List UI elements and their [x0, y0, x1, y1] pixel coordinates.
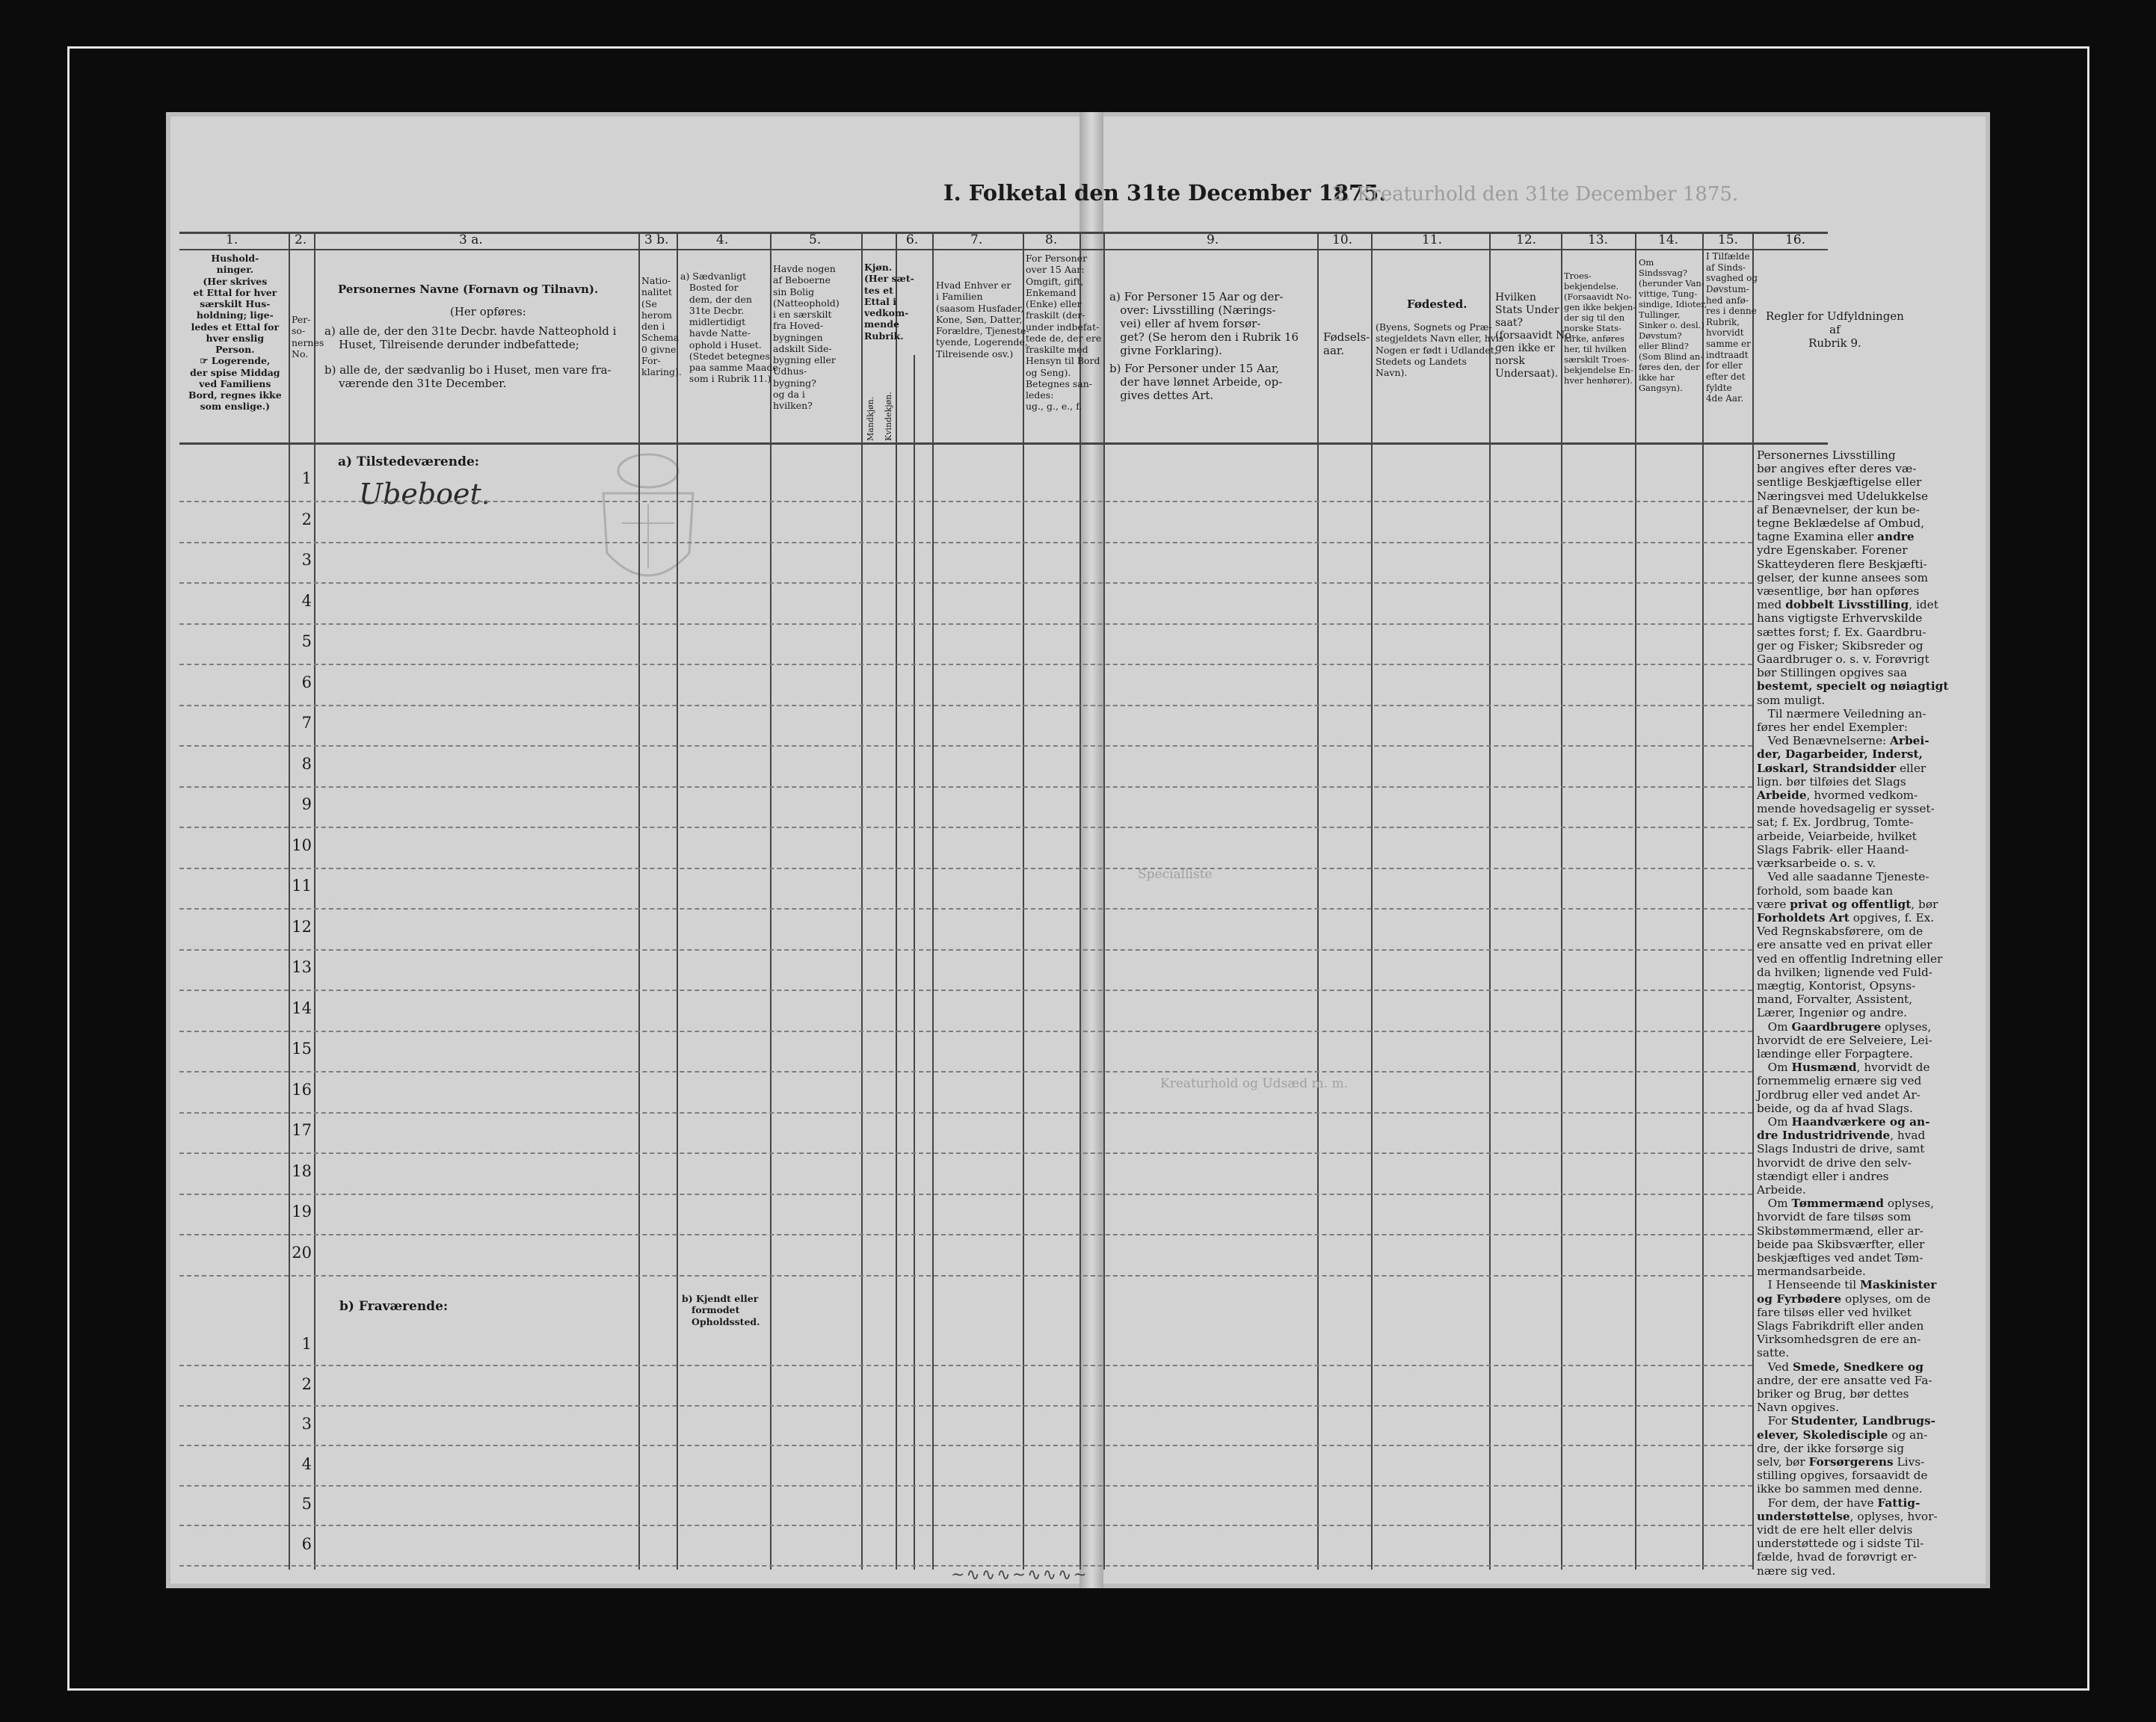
header-names: Personernes Navne (Fornavn og Tilnavn).	[338, 283, 599, 296]
row-rule	[179, 542, 1752, 543]
row-rule	[179, 868, 1752, 869]
header-usual-residence: a) Sædvanligt Bosted for dem, der den 31te Decbr. midlertidigt havde Natte- ophold i Huset. (Stedet betegnes paa samme Maade som i Rubrik 11.)	[680, 271, 778, 385]
col-line	[896, 232, 897, 1570]
header-citizenship: Hvilken Stats Under saat? (forsaavidt No- gen ikke er norsk Undersaat).	[1495, 291, 1575, 380]
section-absent: b) Fraværende:	[339, 1299, 449, 1314]
column-number: 13.	[1588, 232, 1609, 247]
row-number: 16	[292, 1080, 312, 1099]
header-family-role: Hvad Enhver er i Familien (saasom Husfader, Kone, Søn, Datter, Forældre, Tjeneste- tyende, Logerende, Tilreisende osv.)	[936, 280, 1029, 359]
header-names-b: b) alle de, der sædvanlig bo i Huset, men vare fra- værende den 31te December.	[324, 363, 612, 390]
column-number: 16.	[1785, 232, 1806, 247]
row-rule	[179, 1112, 1752, 1114]
column-number: 4.	[716, 232, 729, 247]
header-bottom-rule	[179, 442, 1828, 445]
col-line	[1079, 232, 1081, 1570]
colnum-rule	[179, 249, 1828, 250]
row-rule	[179, 908, 1752, 910]
row-rule	[179, 1405, 1752, 1407]
row-number: 9	[301, 795, 312, 813]
bleedthrough-text: Specialliste	[1138, 867, 1213, 882]
col-line	[914, 355, 915, 1570]
row-rule	[179, 949, 1752, 951]
col-line	[1103, 232, 1105, 1570]
row-number: 10	[292, 836, 312, 854]
col-line	[1489, 232, 1491, 1570]
column-number: 6.	[906, 232, 919, 247]
row-number: 8	[301, 754, 312, 773]
row-number: 18	[292, 1161, 312, 1180]
header-top-rule	[179, 232, 1828, 234]
row-rule	[179, 1194, 1752, 1195]
row-number: 1	[301, 469, 312, 487]
section-absent-location: b) Kjendt eller formodet Opholdssted.	[682, 1293, 760, 1327]
row-rule	[179, 1071, 1752, 1073]
row-number: 7	[301, 714, 312, 732]
row-number: 2	[301, 510, 312, 528]
bleedthrough-title: 2. Kreaturhold den 31te December 1875.	[1332, 183, 1739, 206]
handwritten-entry: Ubeboet.	[359, 478, 490, 510]
rules-notes: Personernes Livsstilling bør angives efter deres væ- sentlige Beskjæftigelse eller Næringsvei med Udelukkelse af Benævnelser, der kun be- tegne Beklædelse af Ombud, tagne Examina eller andre ydre Egenskaber. Forener Skatteyderen flere Beskjæfti- gelser, der kunne ansees som væsentlige, bør han opføres med dobbelt Livsstilling, idet hans vigtigste Erhvervskilde sættes forst; f. Ex. Gaardbru- ger og Fisker; Skibsreder og Gaardbruger o. s. v. Forøvrigt bør Stillingen opgives saa bestemt, specielt og nøiagtigt som muligt. Til nærmere Veiledning an- føres her endel Exempler: Ved Benævnelserne: Arbei- der, Dagarbeider, Inderst, Løskarl, Strandsidder eller lign. bør tilføies det Slags Arbeide, hvormed vedkom- mende hovedsagelig er sysset- sat; f. Ex. Jordbrug, Tomte- arbeide, Veiarbeide, hvilket Slags Fabrik- eller Haand- værksarbeide o. s. v. Ved alle saadanne Tjeneste- forhold, som baade kan være privat og offentligt, bør Forholdets Art opgives, f. Ex. Ved Regnskabsførere, om de ere ansatte ved en privat eller ved en offentlig Indretning eller da hvilken; lignende ved Fuld- mægtig, Kontorist, Opsyns- mand, Forvalter, Assistent, Lærer, Ingeniør og andre. Om Gaardbrugere oplyses, hvorvidt de ere Selveiere, Lei- lændinge eller Forpagtere. Om Husmænd, hvorvidt de fornemmelig ernære sig ved Jordbrug eller ved andet Ar- beide, og da af hvad Slags. Om Haandværkere og an- dre Industridrivende, hvad Slags Industri de drive, samt hvorvidt de drive den selv- stændigt eller i andres Arbeide. Om Tømmermænd oplyses, hvorvidt de fare tilsøs som Skibstømmermænd, eller ar- beide paa Skibsværfter, eller beskjæftiges ved andet Tøm- mermandsarbeide. I Henseende til Maskinister og Fyrbødere oplyses, om de fare tilsøs eller ved hvilket Slags Fabrikdrift eller anden Virksomhedsgren de ere an- satte. Ved Smede, Snedkere og andre, der ere ansatte ved Fa- briker og Brug, bør dettes Navn opgives. For Studenter, Landbrugs- elever, Skoledisciple og an- dre, der ikke forsørge sig selv, bør Forsørgerens Livs- stilling opgives, forsaavidt de ikke bo sammen med denne. For dem, der have Fattig- understøttelse, oplyses, hvor- vidt de ere helt eller delvis understøttede og i sidste Til- fælde, hvad de forøvrigt er- nære sig ved.	[1757, 448, 1949, 1578]
col-line	[1635, 232, 1636, 1570]
column-number: 9.	[1207, 232, 1219, 247]
header-marital-status: For Personer over 15 Aar: Omgift, gift, Enkemand (Enke) eller fraskilt (der- under indbefat- tede de, der ere fraskilte med Hensyn til Bord og Seng). Betegnes san- ledes: ug., g., e., f.	[1026, 253, 1102, 413]
header-names-sub: (Her opføres:	[450, 305, 526, 318]
row-rule	[179, 1365, 1752, 1366]
column-number: 10.	[1332, 232, 1353, 247]
col-line	[861, 232, 863, 1570]
column-number: 14.	[1658, 232, 1679, 247]
row-number: 19	[292, 1203, 312, 1220]
row-number: 5	[301, 1495, 312, 1513]
col-line	[932, 232, 934, 1570]
row-number: 1	[301, 1335, 312, 1353]
row-rule	[179, 582, 1752, 584]
row-number: 3	[301, 1415, 312, 1433]
header-nationality: Natio- nalitet (Se herom den i Schema 0 givne For- klaring).	[641, 275, 682, 377]
row-rule	[179, 990, 1752, 991]
row-rule	[179, 1525, 1752, 1526]
row-number: 6	[301, 1534, 312, 1553]
col-line	[1752, 232, 1754, 1570]
column-number: 8.	[1045, 232, 1058, 247]
column-number: 15.	[1718, 232, 1739, 247]
row-rule	[179, 623, 1752, 625]
census-form-sheet	[166, 112, 1990, 1588]
row-number: 2	[301, 1374, 312, 1393]
form-title: I. Folketal den 31te December 1875.	[943, 180, 1387, 206]
col-line	[289, 232, 290, 1570]
bottom-ink-mark: ~∿∿∿~∿∿∿~	[951, 1566, 1088, 1584]
col-line	[1023, 232, 1024, 1570]
col-line	[1702, 232, 1704, 1570]
row-number: 4	[301, 1454, 312, 1473]
row-number: 14	[292, 999, 312, 1017]
row-rule	[179, 705, 1752, 706]
row-rule	[179, 1275, 1752, 1277]
row-number: 11	[292, 877, 312, 895]
section-present: a) Tilstedeværende:	[338, 454, 480, 469]
row-rule	[179, 1445, 1752, 1446]
emblem-bleedthrough-icon	[585, 441, 712, 605]
column-number: 3 b.	[644, 232, 669, 247]
row-rule	[179, 745, 1752, 747]
header-sex: Kjøn. (Her sæt- tes et Ettal i vedkom- mende Rubrik.	[864, 262, 914, 342]
row-number: 17	[292, 1121, 312, 1139]
column-number: 3 a.	[459, 232, 483, 247]
header-birth-year: Fødsels- aar.	[1323, 330, 1370, 357]
header-person-no: Per- so- nernes No.	[292, 314, 324, 359]
col-line	[638, 232, 640, 1570]
row-rule	[179, 501, 1752, 502]
col-line	[770, 232, 771, 1570]
row-rule	[179, 1485, 1752, 1487]
header-birthplace: Fødested.	[1407, 297, 1467, 311]
header-birthplace-sub: (Byens, Sognets og Præ- stegjeldets Navn eller, hvis Nogen er født i Udlandet, Stedets og Landets Navn).	[1376, 321, 1504, 378]
row-rule	[179, 786, 1752, 788]
row-rule	[179, 1031, 1752, 1032]
col-line	[1561, 232, 1562, 1570]
header-sex-male: Mandkjøn.	[866, 396, 875, 441]
col-line	[314, 232, 315, 1570]
row-number: 12	[292, 917, 312, 936]
header-occupation-a: a) For Personer 15 Aar og der- over: Livsstilling (Nærings- vei) eller af hvem forsør- get? (Se herom den i Rubrik 16 givne Forklaring).	[1109, 290, 1299, 357]
row-number: 15	[292, 1040, 312, 1058]
header-disability: Om Sindssvag? (herunder Van- vittige, Tung- sindige, Idioter, Tullinger, Sinker o. desl.) Døvstum? eller Blind? (Som Blind an- føres den, der ikke har Gangsyn).	[1639, 257, 1707, 394]
column-number: 7.	[970, 232, 983, 247]
column-number: 12.	[1516, 232, 1537, 247]
col-line	[1317, 232, 1319, 1570]
row-number: 6	[301, 673, 312, 691]
column-number: 2.	[295, 232, 307, 247]
row-number: 13	[292, 958, 312, 976]
header-occupation-b: b) For Personer under 15 Aar, der have lønnet Arbeide, op- gives dettes Art.	[1109, 362, 1283, 402]
header-rules: Regler for Udfyldningen af Rubrik 9.	[1766, 309, 1904, 350]
bleedthrough-text: Kreaturhold og Udsæd m. m.	[1160, 1076, 1349, 1091]
row-number: 5	[301, 632, 312, 650]
column-number: 11.	[1422, 232, 1443, 247]
row-rule	[179, 1234, 1752, 1235]
row-number: 4	[301, 591, 312, 610]
header-sex-female: Kvindekjøn.	[884, 392, 893, 441]
row-rule	[179, 1565, 1752, 1567]
row-rule	[179, 664, 1752, 665]
row-number: 3	[301, 551, 312, 569]
column-number: 5.	[809, 232, 822, 247]
column-number: 1.	[226, 232, 238, 247]
header-religion: Troes- bekjendelse. (Forsaavidt No- gen ikke bekjen- der sig til den norske Stats- kirke, anføres her, til hvilken særskilt Troes- bekjendelse En- hver henhører).	[1564, 271, 1636, 386]
header-names-a: a) alle de, der den 31te Decbr. havde Natteophold i Huset, Tilreisende derunder indbefattede;	[324, 324, 617, 351]
col-line	[1371, 232, 1373, 1570]
header-onset: I Tilfælde af Sinds- svaghed og Døvstum- hed anfø- res i denne Rubrik, hvorvidt samme er indtraadt for eller efter det fyldte 4de Aar.	[1706, 251, 1758, 404]
header-households: Hushold- ninger. (Her skrives et Ettal for hver særskilt Hus- holdning; lige- ledes et Ettal for hver enslig Person. ☞ Logerende, der spise Middag ved Familiens Bord, regnes ikke som enslige.)	[188, 253, 282, 413]
row-number: 20	[292, 1243, 312, 1262]
col-line	[677, 232, 678, 1570]
row-rule	[179, 827, 1752, 828]
row-rule	[179, 1152, 1752, 1154]
header-outbuilding: Havde nogen af Beboerne sin Bolig (Natteophold) i en særskilt fra Hoved- bygningen adskilt Side- bygning eller Udhus- bygning? og da i hvilken?	[773, 263, 840, 411]
